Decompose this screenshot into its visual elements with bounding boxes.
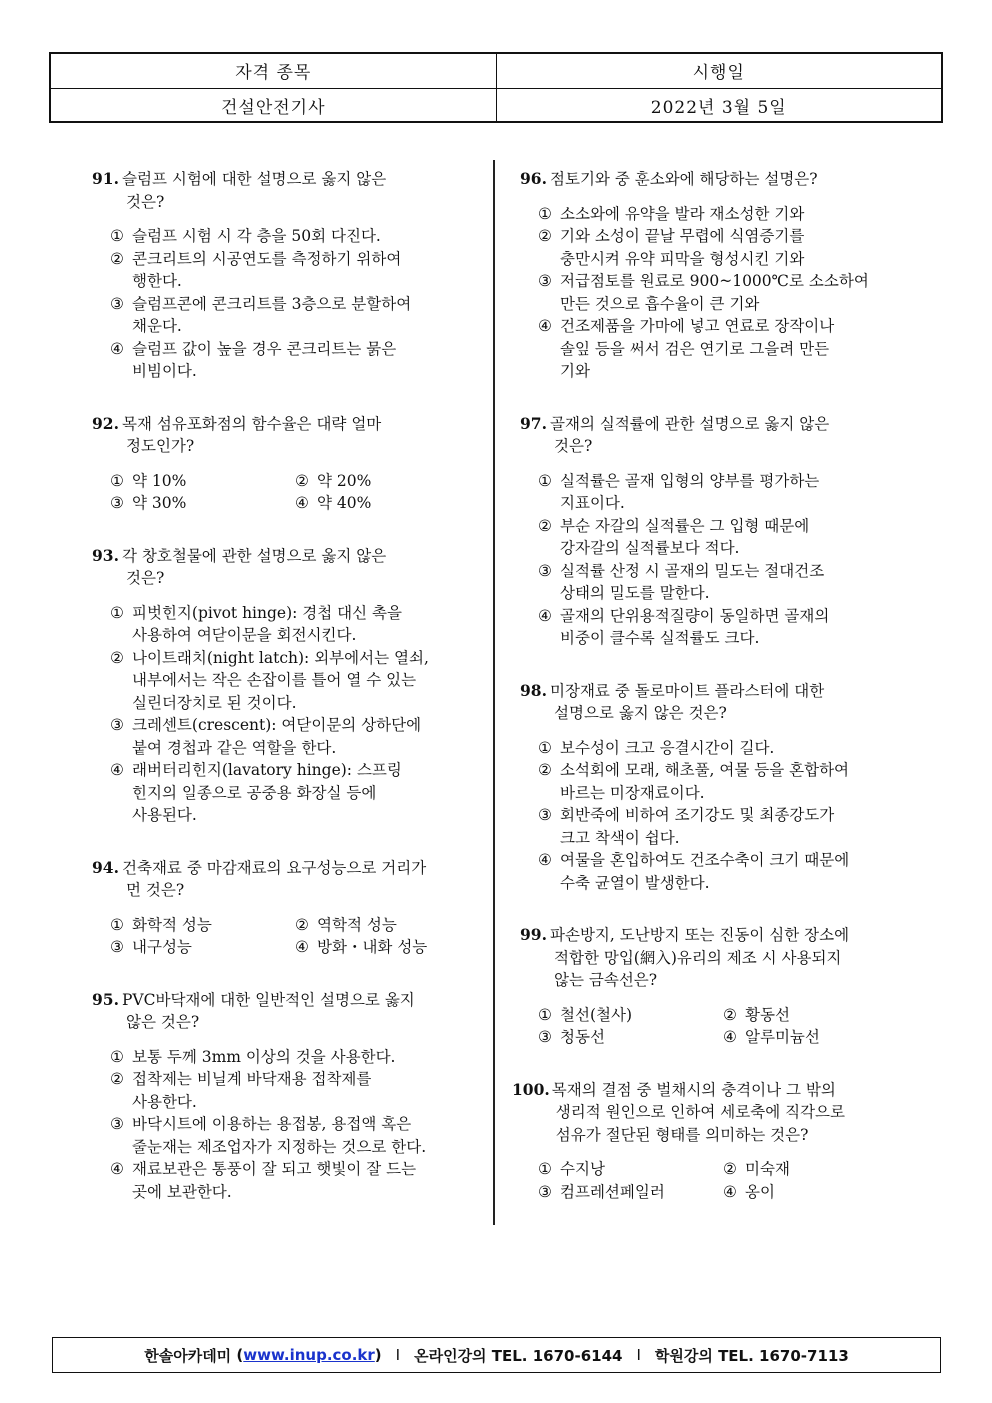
option-marker: ② [295,471,309,490]
option-marker: ① [538,738,552,757]
question-text [122,989,482,1034]
question-block [520,168,910,383]
option-text: 내구성능 [132,938,192,956]
option-text-line: 골재의 단위용적질량이 동일하면 골재의 [560,606,830,625]
option-marker: ② [723,1160,737,1178]
option-text [560,225,910,270]
answer-option[interactable] [520,804,910,849]
option-text-line: 부순 자갈의 실적률은 그 입형 때문에 [560,516,810,535]
option-marker: ① [538,1005,552,1024]
option-text-line: 기와 [560,362,590,380]
question-stem [92,168,482,213]
option-text [132,602,482,647]
option-text-line: 내부에서는 작은 손잡이를 틀어 열 수 있는 [132,671,417,689]
answer-option[interactable] [92,1158,482,1203]
question-number: 97. [520,413,547,433]
footer-bar [52,1337,941,1373]
answer-option[interactable] [295,470,482,493]
question-text-line: 점토기와 중 훈소와에 해당하는 설명은? [550,170,818,188]
option-text: 청동선 [560,1028,605,1046]
option-text-line: 붙여 경첩과 같은 역할을 한다. [132,738,337,757]
option-marker: ④ [295,938,309,956]
question-number: 100. [512,1079,550,1099]
answer-option[interactable] [110,470,295,493]
right-column [512,168,910,1233]
option-marker: ④ [538,851,552,869]
question-block [92,545,482,827]
option-text: 수지낭 [560,1160,605,1178]
option-marker: ④ [110,1160,124,1178]
option-text-line: 래버터리힌지(lavatory hinge): 스프링 [132,761,402,779]
question-text-line: 미장재료 중 돌로마이트 플라스터에 대한 [550,681,825,700]
question-text-line: 각 창호철물에 관한 설명으로 옳지 않은 [122,546,387,565]
question-block [92,857,482,959]
answer-options [92,225,482,383]
answer-option[interactable] [110,936,295,959]
academy-name: 한솔아카데미 [144,1346,232,1365]
answer-options [520,1004,910,1049]
option-marker: ③ [110,938,124,956]
question-text [122,545,482,590]
question-text-line: 정도인가? [126,437,195,455]
question-text-line: 적합한 망입(網入)유리의 제조 시 사용되지 [554,948,842,967]
question-text-line: 목재의 결점 중 벌채시의 충격이나 그 밖의 [551,1080,836,1099]
question-block [92,168,482,383]
option-text-line: 솔잎 등을 써서 검은 연기로 그을려 만든 [560,339,830,358]
option-text-line: 접착제는 비닐계 바닥재용 접착제를 [132,1070,372,1088]
option-text-line: 바닥시트에 이용하는 용접봉, 용접액 혹은 [132,1115,412,1133]
question-text-line: PVC바닥재에 대한 일반적인 설명으로 옳지 [122,990,415,1009]
question-text [550,413,910,458]
option-marker: ② [110,249,124,268]
date-label: 시행일 [496,54,942,88]
answer-options [92,1046,482,1204]
answer-option[interactable] [538,1026,723,1049]
question-block [92,989,482,1204]
header-value-row [51,88,941,123]
option-text-line: 비중이 클수록 실적률도 크다. [560,629,760,647]
answer-option[interactable] [520,470,910,515]
answer-option[interactable] [110,914,295,937]
footer-separator: I [395,1346,401,1364]
answer-options [92,914,482,959]
answer-options [520,470,910,650]
option-marker: ① [110,1047,124,1066]
option-text-line: 크고 착색이 쉽다. [560,828,680,847]
question-text [122,168,482,213]
option-text-line: 행한다. [132,272,182,290]
option-text: 방화・내화 성능 [317,938,428,956]
option-text [560,605,910,650]
question-text [122,857,482,902]
question-text-line: 것은? [126,192,165,211]
option-text [132,759,482,827]
online-phone: 온라인강의 TEL. 1670-6144 [414,1346,623,1365]
option-text-line: 콘크리트의 시공연도를 측정하기 위하여 [132,249,402,268]
subject-value: 건설안전기사 [220,97,326,118]
option-text-line: 나이트래치(night latch): 외부에서는 열쇠, [132,648,429,667]
answer-option[interactable] [723,1181,910,1204]
answer-options [520,1158,910,1203]
question-text-line: 생리적 원인으로 인하여 세로축에 직각으로 [555,1103,845,1121]
left-column [92,168,482,1233]
question-text-line: 건축재료 중 마감재료의 요구성능으로 거리가 [122,858,427,877]
option-text-line: 저급점토를 원료로 900~1000℃로 소소하여 [560,272,869,290]
option-marker: ② [295,915,309,934]
option-text-line: 수축 균열이 발생한다. [560,873,710,892]
question-number: 93. [92,545,119,565]
question-text-line: 먼 것은? [126,881,185,899]
option-text-line: 크레센트(crescent): 여닫이문의 상하단에 [132,716,422,734]
option-text-line: 힌지의 일종으로 공중용 화장실 등에 [132,783,377,802]
answer-option[interactable] [723,1004,910,1027]
option-marker: ① [110,603,124,622]
option-text: 컴프레션페일러 [560,1182,665,1201]
column-divider [493,160,495,1225]
answer-option[interactable] [92,602,482,647]
question-text [550,168,910,191]
option-marker: ① [538,1160,552,1178]
option-marker: ④ [538,317,552,335]
option-marker: ③ [538,1182,552,1201]
answer-option[interactable] [92,1046,482,1069]
question-stem [520,168,910,191]
option-text [132,1068,482,1113]
option-marker: ② [110,648,124,667]
option-text: 화학적 성능 [132,915,212,934]
answer-option[interactable] [520,315,910,383]
answer-option[interactable] [520,605,910,650]
option-marker: ③ [538,1028,552,1046]
date-value: 2022년 3월 5일 [496,89,942,123]
answer-option[interactable] [110,492,295,515]
question-text-line: 파손방지, 도난방지 또는 진동이 심한 장소에 [550,926,850,944]
answer-option[interactable] [520,515,910,560]
option-text-line: 회반죽에 비하여 조기강도 및 최종강도가 [560,806,835,824]
option-marker: ④ [110,339,124,358]
option-marker: ④ [538,606,552,625]
option-text-line: 건조제품을 가마에 넣고 연료로 장작이나 [560,317,835,335]
option-text [132,714,482,759]
option-text [132,1158,482,1203]
question-number: 92. [92,413,119,433]
option-marker: ④ [723,1182,737,1201]
option-text [132,338,482,383]
answer-option[interactable] [520,560,910,605]
question-number: 96. [520,169,547,188]
answer-option[interactable] [520,203,910,226]
option-text [560,759,910,804]
question-text-line: 목재 섬유포화점의 함수율은 대략 얼마 [122,414,382,433]
option-text-line: 만든 것으로 흡수율이 큰 기와 [560,294,760,313]
option-text-line: 보수성이 크고 응결시간이 길다. [560,738,775,757]
option-text: 약 20% [317,471,372,490]
answer-options [92,602,482,827]
answer-option[interactable] [92,714,482,759]
option-text-line: 바르는 미장재료이다. [560,783,705,802]
answer-options [520,737,910,895]
option-text [132,293,482,338]
question-number: 98. [520,680,547,700]
question-text [550,680,910,725]
answer-option[interactable] [520,849,910,894]
option-marker: ④ [295,494,309,512]
question-stem [520,924,910,992]
option-text [560,737,910,760]
option-text-line: 소소와에 유약을 발라 재소성한 기와 [560,204,805,223]
paren-close: ) [374,1346,382,1364]
answer-option[interactable] [538,1181,723,1204]
option-text-line: 재료보관은 통풍이 잘 되고 햇빛이 잘 드는 [132,1160,417,1178]
question-text-line: 않는 금속선은? [554,971,658,989]
option-marker: ② [538,227,552,245]
subject-label: 자격 종목 [235,63,312,84]
paren-open: ( [236,1346,244,1364]
question-text [550,924,910,992]
option-text-line: 줄눈재는 제조업자가 지정하는 것으로 한다. [132,1137,427,1156]
offline-phone: 학원강의 TEL. 1670-7113 [654,1346,849,1365]
option-text-line: 실적률은 골재 입형의 양부를 평가하는 [560,471,820,490]
option-text-line: 보통 두께 3mm 이상의 것을 사용한다. [132,1047,396,1066]
question-stem [520,413,910,458]
question-stem [520,680,910,725]
option-text [560,315,910,383]
question-stem [92,857,482,902]
answer-option[interactable] [520,270,910,315]
answer-options [520,203,910,383]
answer-option[interactable] [92,338,482,383]
option-marker: ① [110,915,124,934]
option-text [560,560,910,605]
answer-option[interactable] [538,1004,723,1027]
question-number: 95. [92,989,119,1009]
academy-website-link[interactable]: www.inup.co.kr [243,1346,375,1364]
option-text: 역학적 성능 [317,915,397,934]
option-marker: ② [538,761,552,779]
question-block [92,413,482,515]
option-marker: ③ [538,272,552,290]
option-text: 미숙재 [745,1160,790,1178]
option-marker: ③ [110,494,124,512]
option-marker: ③ [110,1115,124,1133]
option-marker: ③ [538,806,552,824]
answer-option[interactable] [92,225,482,248]
option-text-line: 슬럼프 시험 시 각 층을 50회 다진다. [132,227,381,245]
option-marker: ③ [538,561,552,580]
option-text [560,203,910,226]
option-marker: ② [110,1070,124,1088]
answer-options [92,470,482,515]
option-text-line: 피벗힌지(pivot hinge): 경첩 대신 촉을 [132,603,402,622]
question-block [520,680,910,895]
option-marker: ② [538,516,552,535]
option-text-line: 지표이다. [560,494,625,512]
option-text: 약 30% [132,494,187,512]
question-text-line: 않은 것은? [126,1013,200,1031]
option-marker: ③ [110,294,124,313]
option-text [132,248,482,293]
option-text-line: 소석회에 모래, 해초풀, 여물 등을 혼합하여 [560,761,850,779]
exam-header-table [49,52,943,123]
answer-option[interactable] [92,1068,482,1113]
question-stem [92,989,482,1034]
question-text-line: 슬럼프 시험에 대한 설명으로 옳지 않은 [122,170,387,188]
option-text [560,849,910,894]
option-text-line: 실적률 산정 시 골재의 밀도는 절대건조 [560,561,825,580]
question-stem [512,1079,910,1147]
answer-option[interactable] [92,759,482,827]
answer-option[interactable] [295,936,482,959]
option-text-line: 충만시켜 유약 피막을 형성시킨 기와 [560,249,805,268]
option-marker: ④ [110,761,124,779]
option-marker: ① [538,204,552,223]
option-text-line: 기와 소성이 끝날 무렵에 식염증기를 [560,227,805,245]
answer-option[interactable] [520,759,910,804]
question-text-line: 설명으로 옳지 않은 것은? [554,704,727,722]
answer-option[interactable] [723,1026,910,1049]
answer-option[interactable] [723,1158,910,1181]
answer-option[interactable] [520,737,910,760]
option-text-line: 슬럼프 값이 높을 경우 콘크리트는 묽은 [132,339,397,358]
option-text [132,225,482,248]
question-block [520,924,910,1049]
question-number: 99. [520,925,547,944]
question-text-line: 섬유가 절단된 형태를 의미하는 것은? [555,1125,809,1144]
question-text [122,413,482,458]
option-text-line: 강자갈의 실적률보다 적다. [560,539,740,557]
question-text-line: 것은? [554,437,593,455]
option-marker: ① [110,471,124,490]
question-text-line: 골재의 실적률에 관한 설명으로 옳지 않은 [550,414,830,433]
option-text-line: 여물을 혼입하여도 건조수축이 크기 때문에 [560,851,850,869]
option-marker: ① [538,471,552,490]
option-text: 알루미늄선 [745,1028,820,1046]
question-text [552,1079,910,1147]
answer-option[interactable] [92,248,482,293]
option-text: 약 40% [317,494,372,512]
option-text-line: 슬럼프콘에 콘크리트를 3층으로 분할하여 [132,294,412,313]
question-stem [92,413,482,458]
footer-separator: I [636,1346,641,1364]
option-text-line: 사용하여 여닫이문을 회전시킨다. [132,626,357,644]
option-text: 약 10% [132,471,187,490]
option-text [560,270,910,315]
question-text-line: 것은? [126,569,165,587]
question-block [520,413,910,650]
option-text-line: 실린더장치로 된 것이다. [132,693,297,712]
answer-option[interactable] [92,1113,482,1158]
option-marker: ② [723,1005,737,1024]
option-text-line: 곳에 보관한다. [132,1182,232,1201]
option-text: 황동선 [745,1005,790,1024]
header-label-row [51,54,941,88]
answer-option[interactable] [92,647,482,715]
option-text-line: 사용한다. [132,1092,197,1111]
option-text [132,1046,482,1069]
option-marker: ① [110,227,124,245]
question-number: 94. [92,857,119,877]
answer-option[interactable] [295,914,482,937]
option-text-line: 채운다. [132,317,182,335]
option-text-line: 사용된다. [132,806,197,824]
option-text [560,515,910,560]
answer-option[interactable] [520,225,910,270]
option-text [560,804,910,849]
question-stem [92,545,482,590]
option-text: 옹이 [745,1182,775,1201]
answer-option[interactable] [92,293,482,338]
option-text-line: 비빔이다. [132,362,197,380]
question-block [512,1079,910,1204]
option-text [132,647,482,715]
answer-option[interactable] [295,492,482,515]
question-number: 91. [92,169,119,188]
option-text: 철선(철사) [560,1005,632,1024]
answer-option[interactable] [538,1158,723,1181]
option-marker: ④ [723,1028,737,1046]
option-marker: ③ [110,716,124,734]
option-text [560,470,910,515]
option-text-line: 상태의 밀도를 말한다. [560,584,710,602]
option-text [132,1113,482,1158]
